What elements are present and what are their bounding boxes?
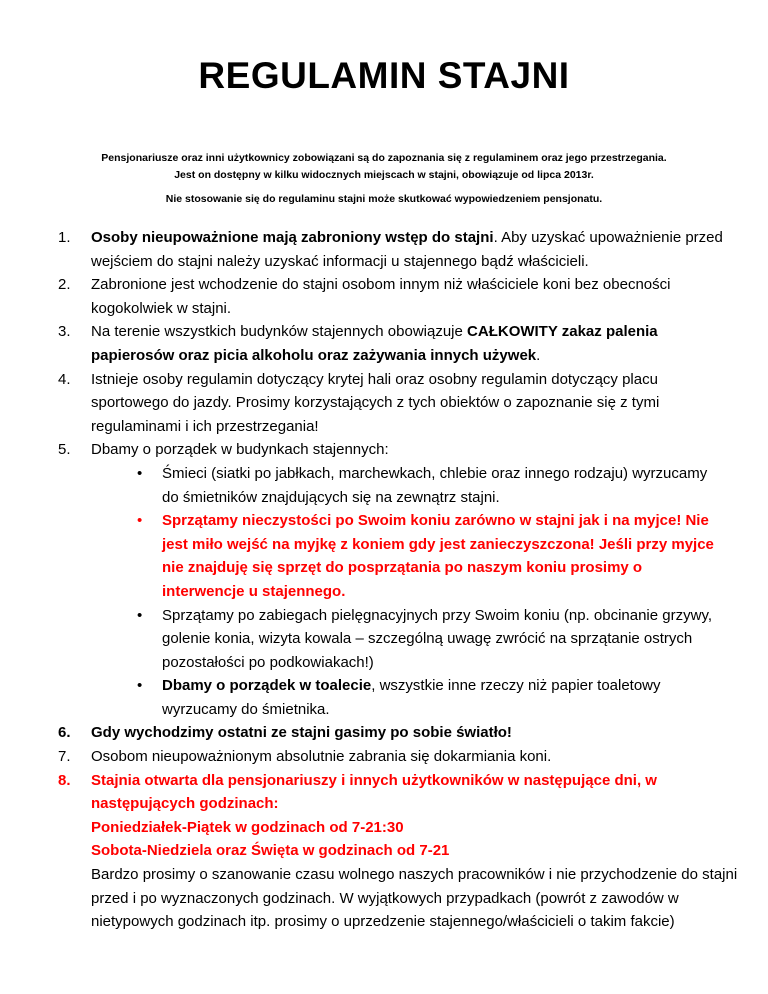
rule-number: 8. [58, 771, 71, 789]
rule-1-text: . Aby uzyskać upoważnienie przed wejściem do stajni należy uzyskać informacji u stajennego bądź właścicieli. [91, 229, 723, 270]
intro-warning: Nie stosowanie się do regulaminu stajni może skutkować wypowiedzeniem pensjonatu. [165, 193, 603, 205]
rule-5 [58, 438, 738, 462]
rule-1-bold: Osoby nieupoważnione mają zabroniony wstęp do stajni [91, 229, 494, 246]
bullet-text: , wszystkie inne rzeczy niż papier toaletowy wyrzucamy do śmietnika. [162, 677, 661, 718]
bullet-icon: • [137, 677, 143, 695]
bullet-text: Sprzątamy po zabiegach pielęgnacyjnych przy Swoim koniu (np. obcinanie grzywy, golenie konia, wizyta kowala – szczególną uwagę zwrócić na sprzątanie ostrych pozostałości po podkowiakach!) [162, 606, 712, 671]
rule-5-bullet-3 [58, 604, 728, 675]
rule-number: 4. [58, 370, 71, 388]
rule-number: 2. [58, 276, 71, 294]
rule-number: 6. [58, 724, 71, 742]
bullet-icon: • [137, 512, 143, 530]
intro-line-1: Pensjonariusze oraz inni użytkownicy zobowiązani są do zapoznania się z regulaminem oraz jego przestrzegania. [101, 152, 667, 164]
rule-5-bullet-1 [58, 462, 728, 509]
rule-number: 7. [58, 748, 71, 766]
rule-6 [58, 721, 738, 745]
hours-weekdays-text: Poniedziałek-Piątek w godzinach od 7-21:30 [91, 818, 404, 836]
rule-5-bullet-4 [58, 674, 728, 721]
rule-number: 1. [58, 229, 71, 246]
rule-8-heading: Stajnia otwarta dla pensjonariuszy i innych użytkowników w następujące dni, w następujących godzinach: [91, 771, 657, 813]
bullet-icon: • [137, 464, 143, 482]
rule-3-bold: CAŁKOWITY zakaz palenia papierosów oraz picia alkoholu oraz zażywania innych używek [91, 323, 658, 364]
rule-4-text: Istnieje osoby regulamin dotyczący krytej hali oraz osobny regulamin dotyczący placu sportowego do jazdy. Prosimy korzystających z tych obiektów o zapoznanie się z tymi regulaminami i ich przestrzegania! [91, 370, 660, 435]
page-title: REGULAMIN STAJNI [198, 55, 570, 96]
rule-2-text: Zabronione jest wchodzenie do stajni osobom innym niż właściciele koni bez obecności kogokolwiek w stajni. [91, 276, 671, 317]
rule-5-text: Dbamy o porządek w budynkach stajennych: [91, 441, 389, 459]
intro-block [0, 150, 768, 184]
rule-5-bullet-2 [58, 509, 728, 603]
rule-3-pre: Na terenie wszystkich budynków stajennych obowiązuje [91, 323, 468, 341]
hours-weekend-text: Sobota-Niedziela oraz Święta w godzinach od 7-21 [91, 842, 450, 860]
rule-3-post: . [536, 346, 541, 364]
rule-number: 5. [58, 441, 71, 459]
rule-3 [58, 320, 738, 367]
hours-weekend [91, 839, 738, 863]
rule-4 [58, 368, 738, 439]
bullet-bold: Dbamy o porządek w toalecie [162, 677, 372, 695]
bullet-text: Sprzątamy nieczystości po Swoim koniu zarówno w stajni jak i na myjce! Nie jest miło wejść na myjkę z koniem gdy jest zanieczyszczona! Jeśli przy myjce nie znajduję się sprzęt do posprzątania po naszym koniu prosimy o interwencje u stajennego. [162, 512, 714, 600]
intro-line-2: Jest on dostępny w kilku widocznych miejscach w stajni, obowiązuje od lipca 2013r. [174, 169, 594, 181]
rule-7 [58, 745, 738, 769]
rule-8-note-text: Bardzo prosimy o szanowanie czasu wolnego naszych pracowników i nie przychodzenie do stajni przed i po wyznaczonych godzinach. W wyjątkowych przypadkach (powrót z zawodów w nietypowych godzinach itp. prosimy o uprzedzenie stajennego/właścicieli o takim fakcie) [91, 866, 738, 931]
rule-7-text: Osobom nieupoważnionym absolutnie zabrania się dokarmiania koni. [91, 748, 552, 766]
rule-1 [58, 226, 738, 273]
rule-2 [58, 273, 738, 320]
hours-weekdays [91, 816, 738, 840]
rule-8 [58, 769, 738, 863]
rule-number: 3. [58, 323, 71, 341]
bullet-icon: • [137, 606, 143, 624]
rule-8-note [58, 863, 738, 934]
bullet-text: Śmieci (siatki po jabłkach, marchewkach, chlebie oraz innego rodzaju) wyrzucamy do śmietników znajdujących się na zewnątrz stajni. [162, 464, 708, 506]
rules-list [58, 226, 738, 934]
rule-6-text: Gdy wychodzimy ostatni ze stajni gasimy po sobie światło! [91, 724, 512, 742]
